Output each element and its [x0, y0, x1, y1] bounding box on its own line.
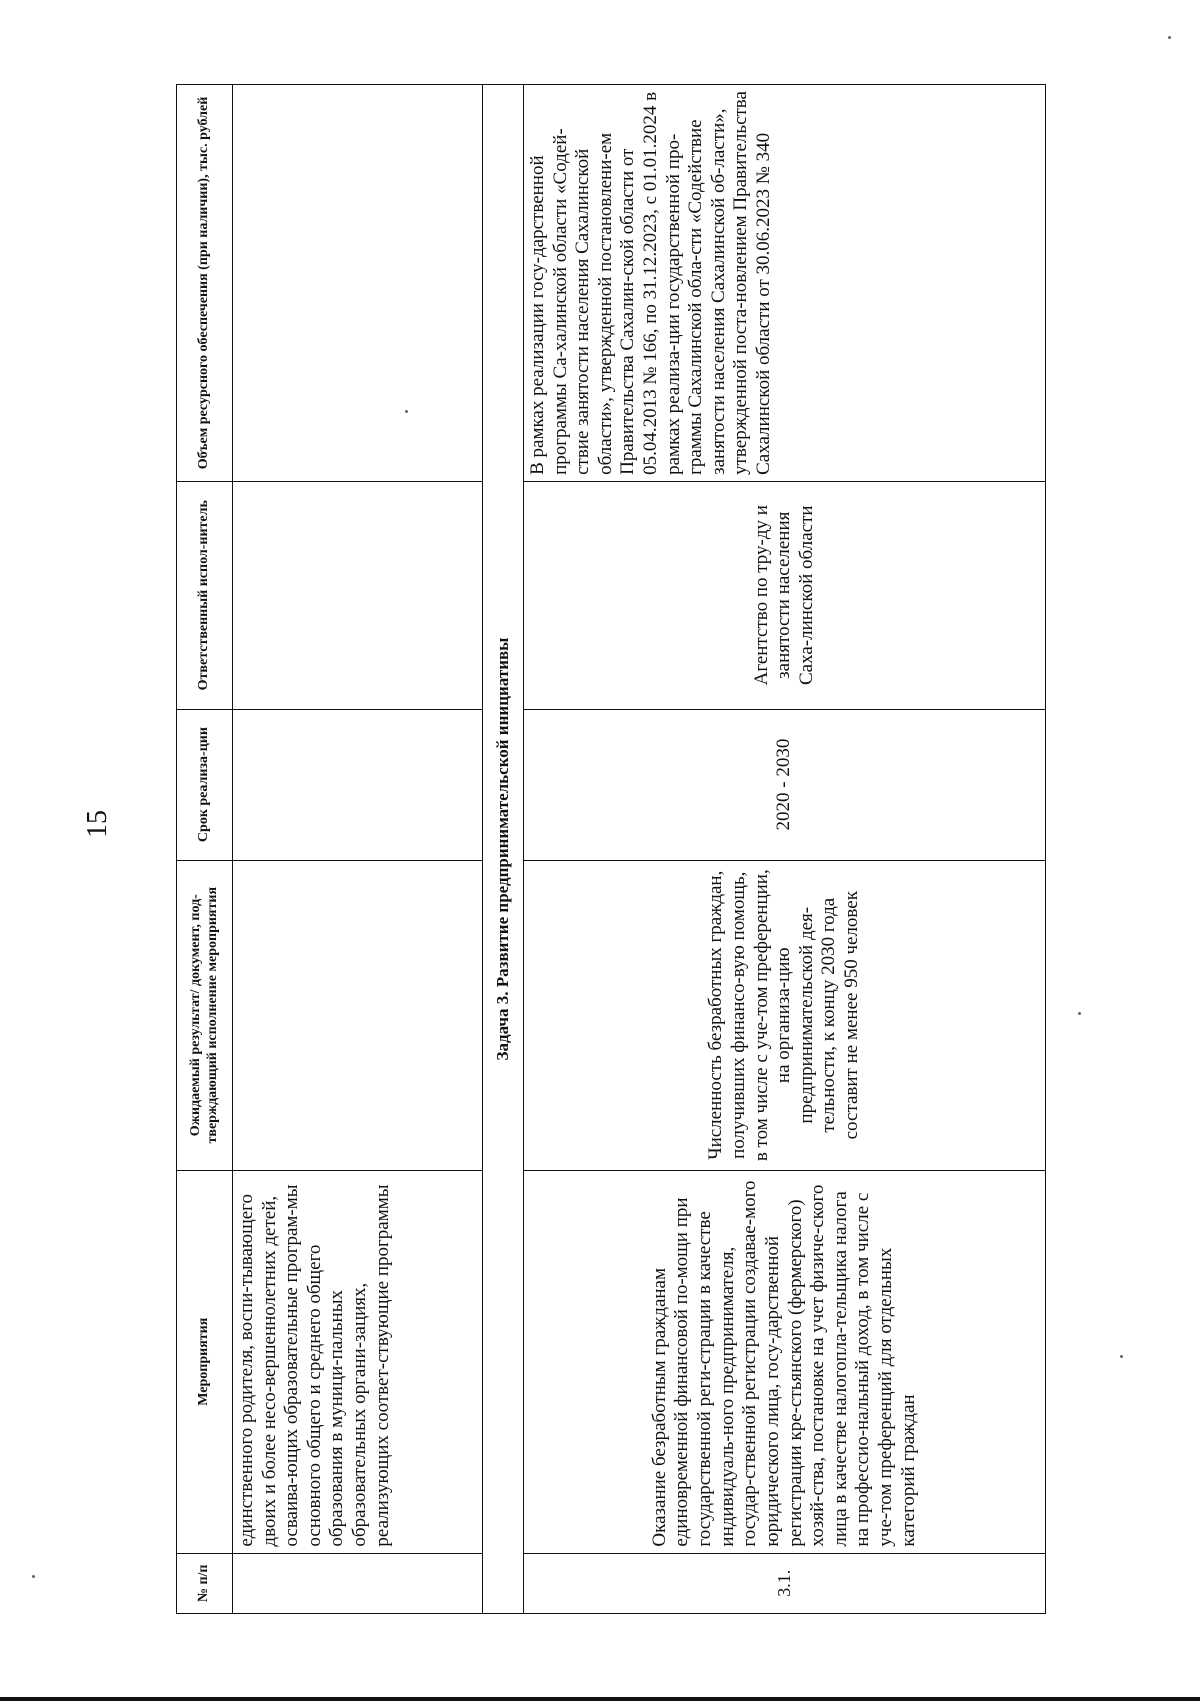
continued-num-cell — [233, 1553, 483, 1613]
header-funding: Объем ресурсного обеспечения (при наличии), тыс. рублей — [177, 85, 233, 482]
table-header-row — [177, 85, 233, 1614]
header-activities: Мероприятия — [177, 1170, 233, 1553]
task-heading: Задача 3. Развитие предпринимательской инициативы — [483, 85, 524, 1614]
continued-executor-cell — [233, 481, 483, 709]
header-num: № п/п — [177, 1553, 233, 1613]
scan-speck — [32, 1575, 35, 1578]
measures-table — [176, 84, 1046, 1614]
bottom-scan-edge — [0, 1697, 1200, 1701]
page-number: 15 — [82, 810, 113, 838]
table-row — [524, 85, 1046, 1614]
header-result: Ожидаемый результат/ документ, под-тверждающий исполнение мероприятия — [177, 860, 233, 1170]
header-executor: Ответственный испол-нитель — [177, 481, 233, 709]
scan-speck — [1120, 1355, 1123, 1358]
continued-result-cell — [233, 860, 483, 1170]
rotated-table-container — [176, 84, 1046, 1614]
row-term: 2020 - 2030 — [524, 709, 1046, 860]
row-executor: Агентство по тру-ду и занятости населения Саха-линской области — [524, 481, 1046, 709]
continued-activity-cell: единственного родителя, воспи-тывающего двоих и более несо-вершеннолетних детей, осваива-ющих образовательные програм-мы основного общего и среднего общего образования в муници-пальных образовательных органи-зациях, реализующих соответ-ствующие программы — [233, 1170, 483, 1553]
task-row — [483, 85, 524, 1614]
row-funding: В рамках реализации госу-дарственной программы Са-халинской области «Содей-ствие занятости населения Сахалинской области», утвержденной постановлени-ем Правительства Сахалин-ской области от 05.04.2013 № 166, по 31.12.2023, с 01.01.2024 в рамках реализа-ции государственной про-граммы Сахалинской обла-сти «Содействие занятости населения Сахалинской об-ласти», утвержденной поста-новлением Правительства Сахалинской области от 30.06.2023 № 340 — [524, 85, 1046, 482]
scan-speck — [405, 410, 408, 413]
scan-speck — [1168, 36, 1171, 39]
scan-speck — [1078, 1012, 1081, 1015]
header-term: Срок реализа-ции — [177, 709, 233, 860]
row-activity: Оказание безработным гражданам единовременной финансовой по-мощи при государственной реги-страции в качестве индивидуаль-ного предпринимателя, государ-ственной регистрации создавае-мого юридического лица, госу-дарственной регистрации кре-стьянского (фермерского) хозяй-ства, постановке на учет физиче-ского лица в качестве налогопла-тельщика налога на профессио-нальный доход, в том числе с уче-том преференций для отдельных категорий граждан — [524, 1170, 1046, 1553]
continued-term-cell — [233, 709, 483, 860]
continued-funding-cell — [233, 85, 483, 482]
row-result: Численность безработных граждан, получивших финансо-вую помощь, в том числе с уче-том преференции, на организа-цию предпринимательской дея-тельности, к концу 2030 года составит не менее 950 человек — [524, 860, 1046, 1170]
table-row — [233, 85, 483, 1614]
row-number: 3.1. — [524, 1553, 1046, 1613]
